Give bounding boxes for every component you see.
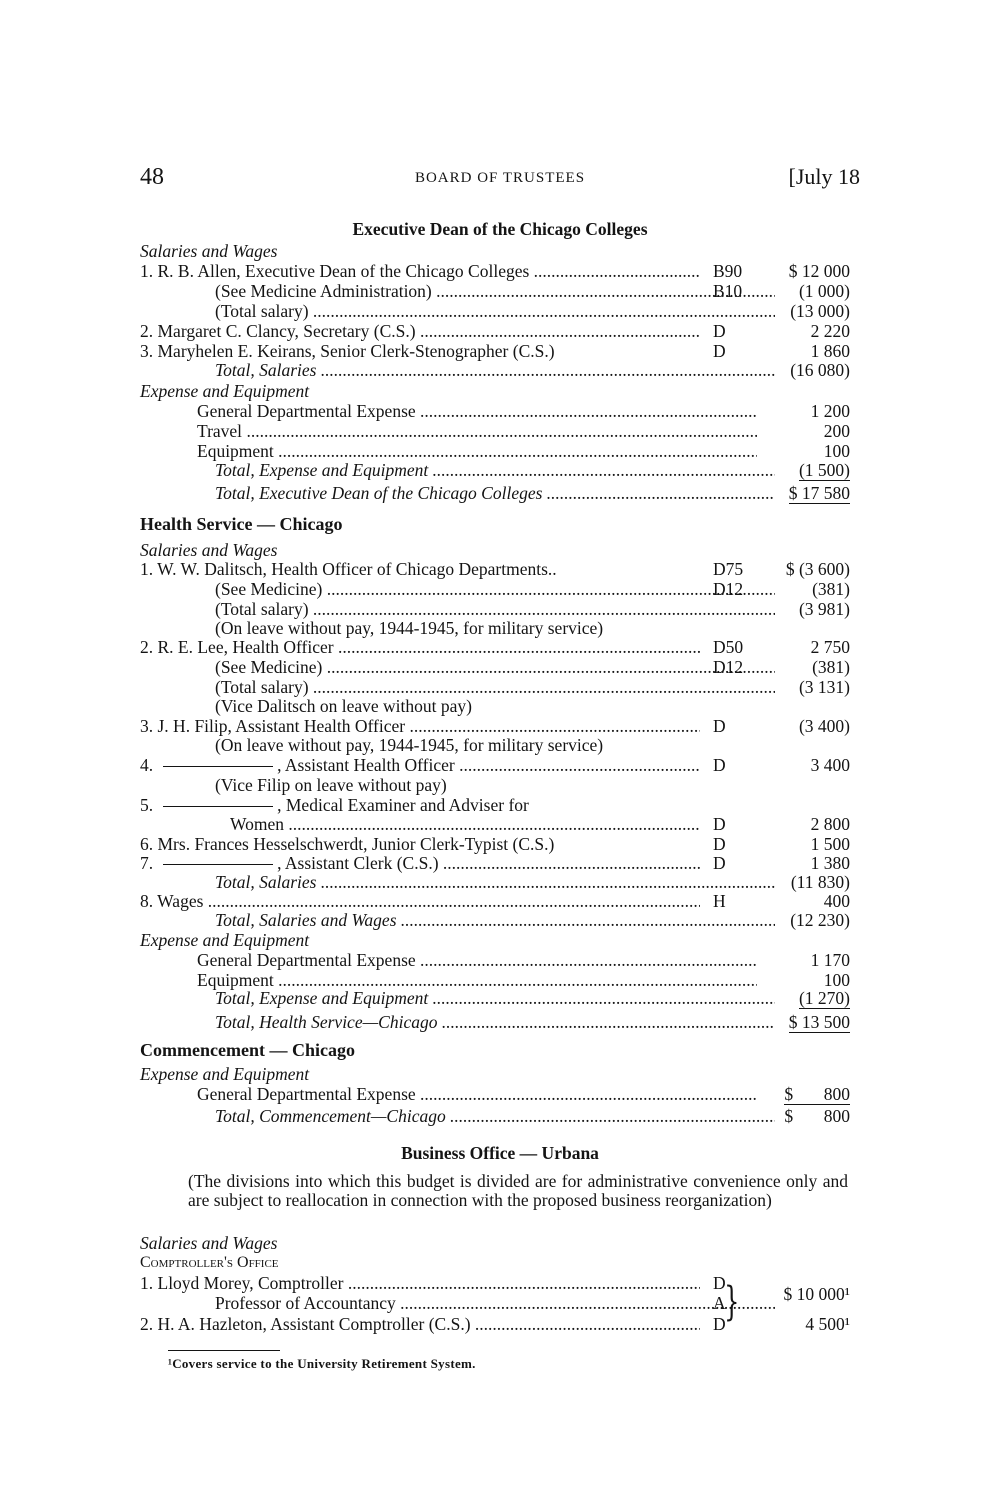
- line-label: 6. Mrs. Frances Hesselschwerdt, Junior Clerk-Typist (C.S.): [140, 834, 555, 854]
- line-label: Comptroller's Office: [140, 1254, 279, 1271]
- line-code: D: [713, 853, 726, 873]
- category-salaries-wages: Salaries and Wages: [140, 1233, 278, 1253]
- budget-line: [140, 1084, 860, 1104]
- line-label: (Vice Dalitsch on leave without pay): [215, 696, 472, 716]
- budget-line: [140, 755, 860, 775]
- line-amount: $ (3 600): [785, 559, 850, 579]
- line-amount: (1 500): [798, 460, 850, 480]
- line-label: Total, Executive Dean of the Chicago Colleges .....: [215, 483, 775, 503]
- budget-line: [140, 853, 860, 873]
- header-date: [July 18: [788, 164, 860, 189]
- budget-line: [140, 321, 860, 341]
- budget-line: [140, 441, 860, 461]
- budget-line: [140, 599, 860, 619]
- line-amount: $ 13 500: [788, 1012, 850, 1032]
- line-number: 7.: [140, 853, 154, 873]
- line-code: D12: [713, 579, 744, 599]
- budget-line: [140, 950, 860, 970]
- line-amount: (1 000): [798, 281, 850, 301]
- line-code: D: [713, 341, 726, 361]
- line-text: , Medical Examiner and Adviser for: [277, 795, 529, 815]
- line-amount: $ 17 580: [788, 483, 850, 503]
- budget-line: [140, 716, 860, 736]
- budget-line-note: [140, 775, 860, 795]
- line-amount: (3 131): [798, 677, 850, 697]
- line-amount: (381): [812, 579, 850, 599]
- line-code: A: [713, 1293, 726, 1313]
- budget-line-total: [140, 1012, 860, 1032]
- line-label: (On leave without pay, 1944-1945, for military service): [215, 618, 604, 638]
- blank-name-rule: [163, 806, 273, 807]
- line-label: (See Medicine) .....: [215, 579, 775, 599]
- category-salaries-wages: Salaries and Wages: [140, 540, 278, 560]
- budget-line-total: [140, 1106, 860, 1126]
- line-amount: 200: [823, 421, 850, 441]
- line-amount: $ 12 000: [788, 261, 850, 281]
- line-label: (See Medicine Administration) .....: [215, 281, 775, 301]
- line-amount: $ 10 000¹: [783, 1284, 850, 1304]
- line-label: 1. Lloyd Morey, Comptroller .....: [140, 1273, 700, 1293]
- budget-line: [140, 559, 860, 579]
- budget-line-total: [140, 483, 860, 503]
- line-label: 2. H. A. Hazleton, Assistant Comptroller (C.S.) .....: [140, 1314, 700, 1334]
- line-amount: 400: [823, 891, 850, 911]
- line-label: Equipment .....: [197, 441, 757, 461]
- budget-line: [140, 421, 860, 441]
- page-header: [140, 164, 860, 204]
- bracketed-amount: [140, 1284, 860, 1304]
- budget-line: [140, 910, 860, 930]
- line-label: 1. R. B. Allen, Executive Dean of the Chicago Colleges .....: [140, 261, 700, 281]
- line-label: Total, Health Service—Chicago .....: [215, 1012, 775, 1032]
- category-expense-equipment: Expense and Equipment: [140, 1064, 310, 1084]
- budget-line: [140, 657, 860, 677]
- category-expense-equipment: Expense and Equipment: [140, 930, 310, 950]
- budget-line: [140, 637, 860, 657]
- running-title: BOARD OF TRUSTEES: [414, 170, 586, 186]
- line-code: H: [713, 891, 726, 911]
- page-number: 48: [140, 164, 164, 190]
- line-label: (See Medicine) .....: [215, 657, 775, 677]
- line-code: D: [713, 755, 726, 775]
- line-amount: (381): [812, 657, 850, 677]
- section-heading-business-office: Business Office — Urbana: [401, 1143, 599, 1163]
- line-amount: (1 270): [798, 988, 850, 1008]
- line-label: 2. Margaret C. Clancy, Secretary (C.S.) .....: [140, 321, 700, 341]
- line-label: (Total salary) .....: [215, 301, 775, 321]
- line-label: (Vice Filip on leave without pay): [215, 775, 447, 795]
- subheading-comptrollers-office: [140, 1253, 860, 1273]
- line-code: D: [713, 1314, 726, 1334]
- line-code: D: [713, 716, 726, 736]
- line-label: 3. Maryhelen E. Keirans, Senior Clerk-Stenographer (C.S.): [140, 341, 555, 361]
- line-label: (On leave without pay, 1944-1945, for military service): [215, 735, 604, 755]
- budget-line: [140, 834, 860, 854]
- line-code: B90: [713, 261, 743, 281]
- line-code: D: [713, 814, 726, 834]
- category-expense-equipment: Expense and Equipment: [140, 381, 310, 401]
- line-amount: 2 220: [810, 321, 850, 341]
- line-amount: 100: [823, 970, 850, 990]
- budget-line: [140, 341, 860, 361]
- line-amount: 3 400: [810, 755, 850, 775]
- budget-line: [140, 814, 860, 834]
- line-amount: (16 080): [790, 360, 850, 380]
- line-label: General Departmental Expense .....: [197, 401, 757, 421]
- budget-line: [140, 1314, 860, 1334]
- budget-line: [140, 891, 860, 911]
- line-code: D: [713, 1273, 726, 1293]
- line-amount: (3 981): [798, 599, 850, 619]
- line-label: General Departmental Expense .....: [197, 1084, 757, 1104]
- budget-line-note: [140, 618, 860, 638]
- budget-line: [140, 872, 860, 892]
- line-amount: 1 170: [810, 950, 850, 970]
- line-number: 4.: [140, 755, 154, 775]
- line-amount: (12 230): [790, 910, 850, 930]
- line-amount: (11 830): [790, 872, 850, 892]
- footnote: ¹Covers service to the University Retirement System.: [168, 1356, 476, 1371]
- line-amount: (3 400): [798, 716, 850, 736]
- line-code: D12: [713, 657, 744, 677]
- business-office-note: (The divisions into which this budget is divided are for administrative convenience only and are subject to reallocation in connection with the proposed business reorganization): [188, 1171, 848, 1210]
- line-label: Women .....: [230, 814, 700, 834]
- section-heading-commencement: Commencement — Chicago: [140, 1040, 355, 1060]
- line-amount: 1 500: [810, 834, 850, 854]
- line-label: [140, 853, 700, 873]
- line-amount: 2 750: [810, 637, 850, 657]
- budget-line-note: [140, 696, 860, 716]
- budget-line: [140, 460, 860, 480]
- line-amount: $ 800: [784, 1106, 850, 1126]
- line-code: D: [713, 834, 726, 854]
- line-code: D: [713, 321, 726, 341]
- category-salaries-wages: Salaries and Wages: [140, 241, 278, 261]
- budget-line: [140, 970, 860, 990]
- line-amount: 4 500¹: [805, 1314, 850, 1334]
- line-label: Equipment .....: [197, 970, 757, 990]
- line-code: D75: [713, 559, 744, 579]
- line-amount: 100: [823, 441, 850, 461]
- line-number: 5.: [140, 795, 154, 815]
- line-text: , Assistant Clerk (C.S.): [277, 853, 439, 873]
- budget-line: [140, 677, 860, 697]
- line-label: [140, 795, 700, 815]
- line-label: Total, Salaries .....: [215, 360, 775, 380]
- budget-line: [140, 261, 860, 281]
- budget-line-note: [140, 735, 860, 755]
- budget-line: [140, 281, 860, 301]
- section-heading-health-service: Health Service — Chicago: [140, 514, 343, 534]
- line-label: 1. W. W. Dalitsch, Health Officer of Chicago Departments..: [140, 559, 557, 579]
- line-code: B10: [713, 281, 743, 301]
- footnote-rule: [168, 1350, 280, 1351]
- line-amount: 1 380: [810, 853, 850, 873]
- line-label: 8. Wages .....: [140, 891, 700, 911]
- line-text: , Assistant Health Officer: [277, 755, 455, 775]
- line-label: General Departmental Expense .....: [197, 950, 757, 970]
- line-label: (Total salary) .....: [215, 677, 775, 697]
- blank-name-rule: [163, 864, 273, 865]
- budget-line: [140, 401, 860, 421]
- line-label: Total, Salaries .....: [215, 872, 775, 892]
- line-label: Total, Salaries and Wages .....: [215, 910, 775, 930]
- budget-line: [140, 360, 860, 380]
- line-label: Total, Expense and Equipment .....: [215, 988, 775, 1008]
- right-brace: }: [724, 1279, 740, 1325]
- budget-line: [140, 795, 860, 815]
- line-label: Total, Commencement—Chicago .....: [215, 1106, 775, 1126]
- line-label: 2. R. E. Lee, Health Officer .....: [140, 637, 700, 657]
- section-heading-executive-dean: Executive Dean of the Chicago Colleges: [352, 219, 648, 239]
- line-amount: (13 000): [790, 301, 850, 321]
- blank-name-rule: [163, 766, 273, 767]
- budget-line: [140, 579, 860, 599]
- line-label: Travel .....: [197, 421, 757, 441]
- line-label: 3. J. H. Filip, Assistant Health Officer .....: [140, 716, 700, 736]
- budget-line: [140, 301, 860, 321]
- line-amount: $ 800: [784, 1084, 850, 1104]
- line-label: [140, 755, 700, 775]
- line-amount: 1 200: [810, 401, 850, 421]
- budget-line: [140, 988, 860, 1008]
- line-amount: 2 800: [810, 814, 850, 834]
- line-amount: 1 860: [810, 341, 850, 361]
- line-label: (Total salary) .....: [215, 599, 775, 619]
- line-code: D50: [713, 637, 744, 657]
- line-label: Total, Expense and Equipment .....: [215, 460, 775, 480]
- line-label: Professor of Accountancy .....: [215, 1293, 775, 1313]
